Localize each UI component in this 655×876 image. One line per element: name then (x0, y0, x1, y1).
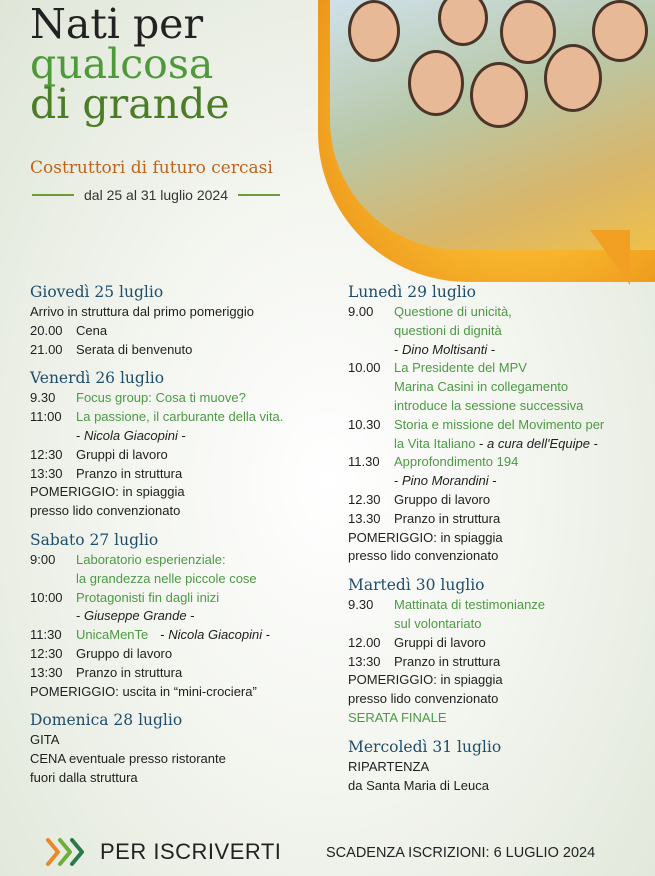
schedule-activity: Gruppi di lavoro (76, 446, 168, 462)
schedule-row (30, 389, 330, 408)
schedule-row (348, 491, 648, 510)
schedule-row (30, 341, 330, 360)
session-title: Laboratorio esperienziale: (76, 551, 226, 567)
schedule-time: 12:30 (30, 645, 63, 661)
schedule-time: 11:30 (30, 627, 62, 643)
schedule-row (30, 664, 330, 683)
schedule-note: POMERIGGIO: in spiaggia (348, 672, 503, 688)
schedule-time: 13:30 (30, 465, 63, 481)
schedule-note: RIPARTENZA (348, 758, 430, 774)
session-title-cont: la Vita Italiano - a cura dell'Equipe - (394, 435, 598, 451)
schedule-time: 11:00 (30, 409, 62, 425)
speaker-name: - Giuseppe Grande - (76, 608, 195, 624)
schedule-row (30, 645, 330, 664)
schedule-note: CENA eventuale presso ristorante (30, 751, 226, 767)
schedule-row (348, 359, 648, 378)
schedule-time: 11.30 (348, 454, 380, 470)
day-heading: Venerdì 26 luglio (30, 369, 165, 388)
session-title-cont: questioni di dignità (394, 322, 502, 338)
schedule-time: 9.00 (348, 304, 374, 319)
schedule-row (30, 551, 330, 570)
schedule-row (348, 510, 648, 529)
title-line-3: di grande (30, 80, 230, 128)
schedule-time: 9.30 (30, 390, 56, 406)
session-title: La passione, il carburante della vita. (76, 409, 284, 425)
session-title: Mattinata di testimonianze (394, 597, 546, 613)
schedule-note: POMERIGGIO: in spiaggia (348, 529, 503, 545)
speaker-name: - Nicola Giacopini - (160, 627, 271, 643)
poster-subtitle: Costruttori di futuro cercasi (30, 158, 273, 178)
register-link[interactable]: PER ISCRIVERTI (100, 839, 282, 864)
session-title: UnicaMenTe (76, 627, 149, 643)
schedule-time: 9:00 (30, 551, 56, 567)
day-heading: Martedì 30 luglio (348, 576, 485, 595)
schedule-time: 10.00 (348, 360, 381, 376)
divider (238, 194, 280, 196)
schedule-time: 20.00 (30, 322, 63, 338)
session-title: Focus group: Cosa ti muove? (76, 390, 246, 406)
person-avatar (470, 62, 528, 128)
title-line-1: Nati per (30, 0, 204, 48)
schedule-row (348, 634, 648, 653)
schedule-activity: Pranzo in struttura (394, 510, 501, 526)
schedule-row (30, 446, 330, 465)
title-line-2: qualcosa (30, 40, 214, 88)
schedule-note: presso lido convenzionato (348, 548, 499, 564)
person-avatar (500, 0, 556, 64)
speaker-name: - Dino Moltisanti - (394, 341, 496, 357)
speaker-name-text: Giuseppe Grande (83, 608, 187, 624)
schedule-right-column (348, 282, 648, 795)
session-title-cont: sul volontariato (394, 615, 482, 631)
schedule-time: 12:30 (30, 446, 63, 462)
person-avatar (544, 44, 602, 112)
schedule-row (348, 653, 648, 672)
schedule-activity: Gruppo di lavoro (394, 491, 491, 507)
schedule-note: POMERIGGIO: in spiaggia (30, 484, 185, 500)
schedule-note: Arrivo in struttura dal primo pomeriggio (30, 304, 254, 319)
person-avatar (408, 50, 464, 116)
schedule-time: 13:30 (30, 664, 63, 680)
schedule-note: GITA (30, 732, 60, 748)
poster-title (30, 0, 230, 128)
schedule-note: da Santa Maria di Leuca (348, 777, 489, 793)
divider (32, 194, 74, 196)
schedule-activity: Pranzo in struttura (76, 664, 183, 680)
day-heading: Domenica 28 luglio (30, 711, 183, 730)
session-title: Approfondimento 194 (394, 454, 519, 470)
speaker-name-text: Dino Moltisanti (401, 341, 488, 357)
day-heading: Sabato 27 luglio (30, 530, 159, 549)
schedule-activity: Serata di benvenuto (76, 341, 193, 357)
schedule-row (30, 465, 330, 484)
registration-deadline: SCADENZA ISCRIZIONI: 6 LUGLIO 2024 (326, 845, 596, 861)
schedule-activity: Pranzo in struttura (394, 653, 501, 669)
schedule-time: 10:00 (30, 589, 63, 605)
speaker-name-text: Nicola Giacopini (168, 627, 263, 643)
group-photo (330, 0, 655, 250)
schedule-time: 12.30 (348, 491, 381, 507)
speaker-name-text: a cura dell'Equipe (487, 435, 590, 451)
schedule-activity: Gruppo di lavoro (76, 645, 173, 661)
schedule-row (348, 303, 648, 322)
schedule-note: presso lido convenzionato (30, 503, 181, 519)
schedule-left-column (30, 282, 330, 788)
schedule-row (30, 408, 330, 427)
speaker-name: - Nicola Giacopini - (76, 427, 186, 443)
schedule-activity: Cena (76, 322, 108, 338)
schedule-row (348, 453, 648, 472)
session-title-cont: Marina Casini in collegamento (394, 379, 569, 395)
session-title-cont-text: la Vita Italiano (394, 435, 476, 451)
person-avatar (592, 0, 648, 62)
day-heading: Lunedì 29 luglio (348, 283, 476, 301)
schedule-time: 12.00 (348, 634, 381, 650)
schedule-time: 13.30 (348, 510, 381, 526)
session-title: La Presidente del MPV (394, 360, 527, 376)
event-dates (32, 187, 280, 203)
schedule-activity: Gruppi di lavoro (394, 634, 486, 650)
person-avatar (438, 0, 488, 46)
session-title: Questione di unicità, (394, 304, 512, 319)
schedule-row (30, 322, 330, 341)
session-title-cont: introduce la sessione successiva (394, 397, 584, 413)
session-title-cont: la grandezza nelle piccole cose (76, 570, 257, 586)
schedule-time: 9.30 (348, 597, 374, 613)
event-dates-text: dal 25 al 31 luglio 2024 (84, 187, 229, 203)
schedule-time: 13:30 (348, 653, 381, 669)
footer (0, 826, 655, 876)
schedule-activity: Pranzo in struttura (76, 465, 183, 481)
schedule-time: 21.00 (30, 341, 63, 357)
schedule-time: 10.30 (348, 416, 381, 432)
schedule-row (348, 596, 648, 615)
day-heading: Mercoledì 31 luglio (348, 737, 502, 756)
day-heading: Giovedì 25 luglio (30, 283, 164, 301)
schedule-row (30, 589, 330, 608)
speaker-name-text: Nicola Giacopini (83, 427, 178, 443)
schedule-note: presso lido convenzionato (348, 691, 499, 707)
triple-chevron-arrow-icon (44, 836, 90, 868)
schedule-note: POMERIGGIO: uscita in “mini-crociera” (30, 683, 257, 699)
schedule-note-highlight: SERATA FINALE (348, 709, 447, 725)
speaker-name: - Pino Morandini - (394, 473, 497, 489)
person-avatar (348, 0, 400, 62)
speaker-name-text: Pino Morandini (401, 473, 489, 489)
schedule-row (30, 626, 330, 645)
schedule-note: fuori dalla struttura (30, 769, 138, 785)
speech-bubble-tail (590, 230, 630, 285)
session-title: Storia e missione del Movimento per (394, 416, 605, 432)
session-title: Protagonisti fin dagli inizi (76, 589, 220, 605)
schedule-row (348, 416, 648, 435)
